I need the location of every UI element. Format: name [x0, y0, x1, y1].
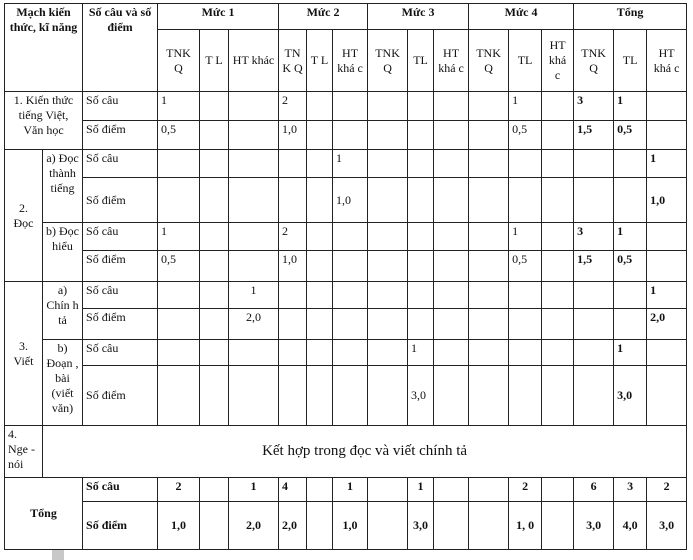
cell [158, 178, 200, 223]
cell [434, 309, 469, 340]
cell [368, 150, 408, 178]
section-2-title: 2. Đọc [5, 150, 43, 282]
row-label: Số câu [83, 223, 158, 251]
table-row [5, 92, 687, 121]
cell: 1 [158, 92, 200, 121]
cell: 2,0 [647, 309, 687, 340]
cell [647, 251, 687, 282]
row-label: Số điểm [83, 309, 158, 340]
cell [368, 340, 408, 366]
cell [434, 121, 469, 150]
section-2b-title: b) Đọc hiểu [43, 223, 83, 282]
cell [368, 178, 408, 223]
sub-header: TNK Q [469, 30, 509, 92]
cell: 4 [279, 478, 307, 502]
cell [307, 340, 333, 366]
total-title: Tổng [5, 478, 83, 550]
cell [574, 178, 614, 223]
cell [469, 478, 509, 502]
table-row [5, 366, 687, 426]
cell [542, 340, 574, 366]
sub-header: TNK Q [158, 30, 200, 92]
cell [509, 340, 542, 366]
row-label: Số câu [83, 150, 158, 178]
header-muc-1: Mức 1 [158, 4, 279, 30]
header-muc-2: Mức 2 [279, 4, 368, 30]
cell [368, 121, 408, 150]
cell [200, 251, 229, 282]
cell [434, 502, 469, 550]
cell [408, 251, 434, 282]
cell [333, 309, 368, 340]
table-row [5, 502, 687, 550]
cell [200, 150, 229, 178]
cell [408, 92, 434, 121]
cell [509, 366, 542, 426]
table-row [5, 282, 687, 309]
cell [307, 150, 333, 178]
cell [200, 340, 229, 366]
cell [469, 223, 509, 251]
cell [200, 309, 229, 340]
cell [307, 502, 333, 550]
cell: 0,5 [158, 251, 200, 282]
cell [614, 309, 647, 340]
cell [279, 366, 307, 426]
cell [279, 150, 307, 178]
cell [434, 92, 469, 121]
table-row [5, 426, 687, 478]
cell [469, 309, 509, 340]
header-so-cau: Số câu và số điểm [83, 4, 158, 92]
cell [229, 178, 279, 223]
cell [469, 121, 509, 150]
cell [368, 92, 408, 121]
sub-header: T L [307, 30, 333, 92]
cell [469, 178, 509, 223]
cell [307, 478, 333, 502]
cell: 3,0 [647, 502, 687, 550]
cell [229, 121, 279, 150]
table-row [5, 251, 687, 282]
cell: 0,5 [614, 251, 647, 282]
cell [542, 150, 574, 178]
cell [368, 502, 408, 550]
cell [229, 92, 279, 121]
cell: 2 [279, 223, 307, 251]
cell [542, 223, 574, 251]
header-muc-3: Mức 3 [368, 4, 469, 30]
table-row [5, 478, 687, 502]
sub-header: HT khá c [542, 30, 574, 92]
cell [158, 282, 200, 309]
table-row [5, 223, 687, 251]
cell: 1 [614, 92, 647, 121]
row-label: Số điểm [83, 178, 158, 223]
cell [542, 282, 574, 309]
cell: 2 [509, 478, 542, 502]
cell: 2 [647, 478, 687, 502]
cell [229, 366, 279, 426]
cell [408, 150, 434, 178]
cell [509, 178, 542, 223]
cell [574, 282, 614, 309]
cell [307, 282, 333, 309]
cell: 1,5 [574, 251, 614, 282]
cell [509, 282, 542, 309]
sub-header: TL [408, 30, 434, 92]
cell [368, 366, 408, 426]
cell [574, 150, 614, 178]
cell [614, 150, 647, 178]
row-label: Số điểm [83, 366, 158, 426]
cell: 6 [574, 478, 614, 502]
section-4-title: 4. Nge - nói [5, 426, 43, 478]
cell [647, 92, 687, 121]
cell [509, 150, 542, 178]
page-edge-marker [52, 550, 64, 560]
cell [434, 251, 469, 282]
cell [408, 121, 434, 150]
cell [469, 502, 509, 550]
cell [434, 223, 469, 251]
cell: 1 [229, 282, 279, 309]
cell [229, 150, 279, 178]
header-mach: Mạch kiến thức, kĩ năng [5, 4, 83, 92]
cell [229, 223, 279, 251]
section-4-merged-note: Kết hợp trong đọc và viết chính tả [43, 426, 687, 478]
cell: 1,0 [279, 121, 307, 150]
cell: 1,0 [158, 502, 200, 550]
sub-header: TNK Q [368, 30, 408, 92]
cell [368, 223, 408, 251]
cell [542, 251, 574, 282]
cell: 3,0 [574, 502, 614, 550]
cell: 1,0 [333, 178, 368, 223]
section-3-title: 3. Viết [5, 282, 43, 426]
cell [279, 309, 307, 340]
cell: 0,5 [509, 121, 542, 150]
cell [509, 309, 542, 340]
cell [469, 282, 509, 309]
cell: 2,0 [229, 502, 279, 550]
cell [542, 478, 574, 502]
section-3b-title: b) Đoạn , bài (viết văn) [43, 340, 83, 426]
sub-header: HT khá c [647, 30, 687, 92]
cell [279, 340, 307, 366]
sub-header: TL [614, 30, 647, 92]
cell: 0,5 [158, 121, 200, 150]
sub-header: HT khác [229, 30, 279, 92]
cell [200, 121, 229, 150]
cell [200, 92, 229, 121]
section-1-title: 1. Kiến thức tiếng Việt, Văn học [5, 92, 83, 150]
table-row [5, 309, 687, 340]
sub-header: TNK Q [574, 30, 614, 92]
cell: 0,5 [509, 251, 542, 282]
cell [229, 340, 279, 366]
cell [200, 223, 229, 251]
cell: 1 [509, 223, 542, 251]
sub-header: TL [509, 30, 542, 92]
cell [469, 251, 509, 282]
cell [368, 282, 408, 309]
cell [307, 223, 333, 251]
section-3a-title: a) Chín h tả [43, 282, 83, 340]
cell: 3,0 [614, 366, 647, 426]
table-row [5, 178, 687, 223]
cell [542, 178, 574, 223]
cell: 1,0 [647, 178, 687, 223]
cell: 4,0 [614, 502, 647, 550]
cell [614, 282, 647, 309]
cell: 1 [158, 223, 200, 251]
row-label: Số điểm [83, 121, 158, 150]
cell [368, 251, 408, 282]
cell [307, 92, 333, 121]
cell: 1 [614, 223, 647, 251]
row-label: Số câu [83, 340, 158, 366]
cell [574, 366, 614, 426]
cell [408, 282, 434, 309]
cell [200, 178, 229, 223]
cell [200, 282, 229, 309]
cell [542, 502, 574, 550]
sub-header: HT khá c [333, 30, 368, 92]
section-2a-title: a) Đọc thành tiếng [43, 150, 83, 223]
cell [333, 340, 368, 366]
score-matrix-table [4, 3, 687, 550]
cell [158, 309, 200, 340]
cell: 2,0 [279, 502, 307, 550]
cell [368, 309, 408, 340]
cell [279, 282, 307, 309]
cell: 1,0 [279, 251, 307, 282]
cell: 1 [614, 340, 647, 366]
cell [229, 251, 279, 282]
cell: 2 [279, 92, 307, 121]
cell: 1,0 [333, 502, 368, 550]
cell: 1 [333, 150, 368, 178]
cell [574, 340, 614, 366]
cell [434, 478, 469, 502]
cell [647, 223, 687, 251]
cell: 1 [408, 478, 434, 502]
cell: 2,0 [229, 309, 279, 340]
cell: 3 [574, 223, 614, 251]
cell [307, 251, 333, 282]
cell [200, 478, 229, 502]
cell: 1, 0 [509, 502, 542, 550]
table-row [5, 150, 687, 178]
cell: 1 [333, 478, 368, 502]
cell [542, 309, 574, 340]
cell [200, 366, 229, 426]
row-label: Số câu [83, 92, 158, 121]
cell: 1 [408, 340, 434, 366]
cell [647, 121, 687, 150]
cell [307, 366, 333, 426]
cell [469, 340, 509, 366]
cell: 1 [229, 478, 279, 502]
cell [158, 366, 200, 426]
sub-header: T L [200, 30, 229, 92]
cell: 0,5 [614, 121, 647, 150]
header-muc-4: Mức 4 [469, 4, 574, 30]
cell: 1 [647, 150, 687, 178]
cell [469, 150, 509, 178]
cell: 3 [614, 478, 647, 502]
cell [408, 309, 434, 340]
cell [333, 282, 368, 309]
cell [434, 178, 469, 223]
cell [333, 121, 368, 150]
cell [574, 309, 614, 340]
cell [333, 223, 368, 251]
sub-header: HT khá c [434, 30, 469, 92]
cell [158, 150, 200, 178]
header-tong: Tổng [574, 4, 687, 30]
row-label: Số điểm [83, 502, 158, 550]
cell [542, 366, 574, 426]
cell [368, 478, 408, 502]
cell: 3,0 [408, 502, 434, 550]
cell [542, 92, 574, 121]
cell [647, 366, 687, 426]
cell [200, 502, 229, 550]
cell: 2 [158, 478, 200, 502]
cell [307, 121, 333, 150]
cell: 1 [509, 92, 542, 121]
cell [614, 178, 647, 223]
cell [307, 309, 333, 340]
cell [333, 251, 368, 282]
cell: 3,0 [408, 366, 434, 426]
cell [434, 150, 469, 178]
cell [408, 178, 434, 223]
cell [469, 92, 509, 121]
row-label: Số điểm [83, 251, 158, 282]
row-label: Số câu [83, 282, 158, 309]
cell: 1 [647, 282, 687, 309]
cell [333, 92, 368, 121]
cell [279, 178, 307, 223]
cell [469, 366, 509, 426]
table-row [5, 121, 687, 150]
cell [434, 282, 469, 309]
table-row [5, 340, 687, 366]
cell [434, 366, 469, 426]
cell: 3 [574, 92, 614, 121]
cell [542, 121, 574, 150]
cell [307, 178, 333, 223]
cell [158, 340, 200, 366]
cell [434, 340, 469, 366]
row-label: Số câu [83, 478, 158, 502]
cell [408, 223, 434, 251]
cell: 1,5 [574, 121, 614, 150]
sub-header: TN K Q [279, 30, 307, 92]
cell [333, 366, 368, 426]
cell [647, 340, 687, 366]
